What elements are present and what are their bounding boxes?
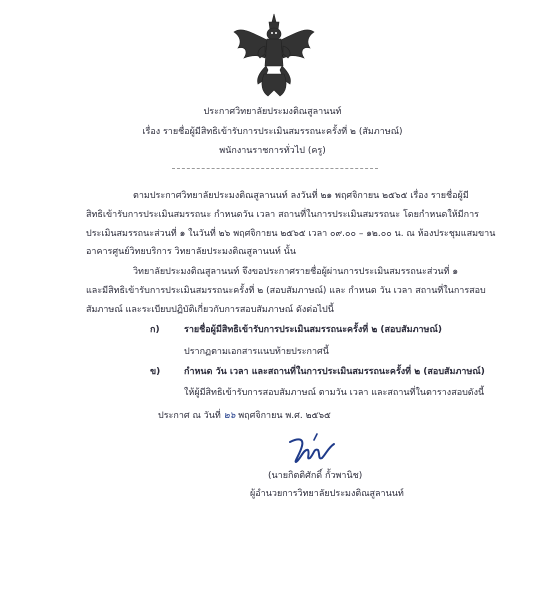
paragraph-1-line-4: อาคารศูนย์วิทยบริการ วิทยาลัยประมงติณสูลานนท์ นั้น — [86, 247, 296, 257]
item-1-title: รายชื่อผู้มีสิทธิเข้ารับการประเมินสมรรถนะครั้งที่ ๒ (สอบสัมภาษณ์) — [184, 325, 442, 335]
announcement-position: พนักงานราชการทั่วไป (ครู) — [219, 146, 326, 156]
item-2-title: กำหนด วัน เวลา และสถานที่ในการประเมินสมรรถนะครั้งที่ ๒ (สอบสัมภาษณ์) — [184, 367, 485, 377]
paragraph-2-line-2: และมีสิทธิเข้ารับการประเมินสมรรถนะครั้งที่ ๒ (สอบสัมภาษณ์) และ กำหนด วัน เวลา สถานที่ในการสอบ — [86, 286, 486, 296]
header-divider — [172, 168, 378, 169]
signer-position: ผู้อำนวยการวิทยาลัยประมงติณสูลานนท์ — [250, 489, 404, 499]
paragraph-2-line-1: วิทยาลัยประมงติณสูลานนท์ จึงขอประกาศรายชื่อผู้ผ่านการประเมินสมรรถนะส่วนที่ ๑ — [133, 267, 459, 277]
paragraph-2-line-3: สัมภาษณ์ และระเบียบปฏิบัติเกี่ยวกับการสอบสัมภาษณ์ ดังต่อไปนี้ — [86, 305, 334, 315]
paragraph-1-line-3: ประเมินสมรรถนะส่วนที่ ๑ ในวันที่ ๒๖ พฤศจิกายน ๒๕๖๕ เวลา ๐๙.๐๐ – ๑๒.๐๐ น. ณ ห้องประชุมแสมขาน — [86, 229, 496, 239]
item-2-marker: ข) — [150, 367, 161, 377]
handwritten-signature — [284, 432, 340, 468]
paragraph-1-line-1: ตามประกาศวิทยาลัยประมงติณสูลานนท์ ลงวันที่ ๒๑ พฤศจิกายน ๒๕๖๕ เรื่อง รายชื่อผู้มี — [133, 191, 469, 201]
item-1-text: ปรากฏตามเอกสารแนบท้ายประกาศนี้ — [184, 347, 329, 357]
announcement-date — [158, 410, 331, 422]
handwritten-day: ๒๖ — [223, 411, 236, 421]
item-2-text: ให้ผู้มีสิทธิเข้ารับการสอบสัมภาษณ์ ตามวัน เวลา และสถานที่ในตารางสอบดังนี้ — [184, 388, 485, 398]
signer-name: (นายกิตติศักดิ์ กั้วพานิช) — [268, 471, 363, 481]
paragraph-1-line-2: สิทธิเข้ารับการประเมินสมรรถนะ กำหนดวัน เวลา สถานที่ในการประเมินสมรรถนะ โดยกำหนดให้มีการ — [86, 210, 479, 220]
date-prefix: ประกาศ ณ วันที่ — [158, 411, 221, 421]
announcement-issuer: ประกาศวิทยาลัยประมงติณสูลานนท์ — [203, 107, 342, 117]
announcement-subject: เรื่อง รายชื่อผู้มีสิทธิเข้ารับการประเมินสมรรถนะครั้งที่ ๒ (สัมภาษณ์) — [142, 127, 403, 137]
date-suffix: พฤศจิกายน พ.ศ. ๒๕๖๕ — [238, 411, 331, 421]
garuda-emblem-icon — [232, 12, 316, 98]
item-1-marker: ก) — [150, 325, 160, 335]
